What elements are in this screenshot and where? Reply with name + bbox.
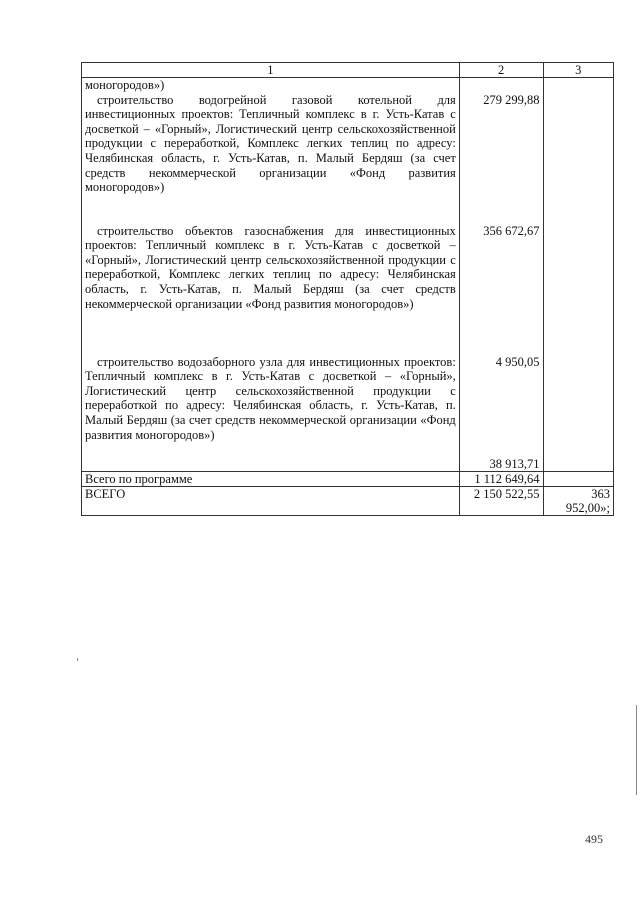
- program-total-col3: [543, 472, 613, 487]
- header-col-1: 1: [82, 63, 460, 78]
- lead-fragment: моногородов»): [85, 78, 165, 92]
- grand-total-col3: 363 952,00»;: [543, 487, 613, 516]
- item-2-amount: 356 672,67: [483, 223, 540, 238]
- scan-edge-mark: [636, 705, 637, 795]
- item-3-amount: 4 950,05: [495, 354, 540, 369]
- col3-empty-cell: [543, 78, 613, 472]
- item-2-text: строительство объектов газоснабжения для инвестиционных проектов: Тепличный комплекс в г. Усть-Катав с досветкой – «Горный», Логистический центр сельскохозяйственной продукции с переработкой, Комплекс легких теплиц по адресу: Челябинская область, г. Усть-Катав, п. Малый Бердяш (за счет средств некоммерческой организации «Фонд развития моногородов»): [85, 223, 456, 311]
- grand-total-label: ВСЕГО: [82, 487, 460, 516]
- budget-table: [81, 62, 614, 516]
- table-header-row: [82, 63, 614, 78]
- program-total-label: Всего по программе: [82, 472, 460, 487]
- table-row: [82, 78, 614, 472]
- grand-total-col2: 2 150 522,55: [459, 487, 543, 516]
- item-3-text: строительство водозаборного узла для инвестиционных проектов: Тепличный комплекс в г. Усть-Катав с досветкой – «Горный», Логистический центр сельскохозяйственной продукции с переработкой по адресу: Челябинская область, г. Усть-Катав, п. Малый Бердяш (за счет средств некоммерческой организации «Фонд развития моногородов»): [85, 354, 456, 442]
- amount-cell: [459, 78, 543, 472]
- page-number: 495: [585, 832, 603, 846]
- scan-dot: [77, 658, 78, 661]
- header-col-3: 3: [543, 63, 613, 78]
- item-1-text: строительство водогрейной газовой котельной для инвестиционных проектов: Тепличный комплекс в г. Усть-Катав с досветкой – «Горный», Логистический центр сельскохозяйственной продукции с переработкой, Комплекс легких теплиц по адресу: Челябинская область, г. Усть-Катав, п. Малый Бердяш (за счет средств некоммерческой организации «Фонд развития моногородов»): [85, 92, 456, 195]
- header-col-2: 2: [459, 63, 543, 78]
- grand-total-row: [82, 487, 614, 516]
- program-total-col2: 1 112 649,64: [459, 472, 543, 487]
- description-cell: [82, 78, 460, 472]
- item-1-amount: 279 299,88: [483, 92, 540, 107]
- program-total-row: [82, 472, 614, 487]
- last-amount: 38 913,71: [489, 456, 540, 471]
